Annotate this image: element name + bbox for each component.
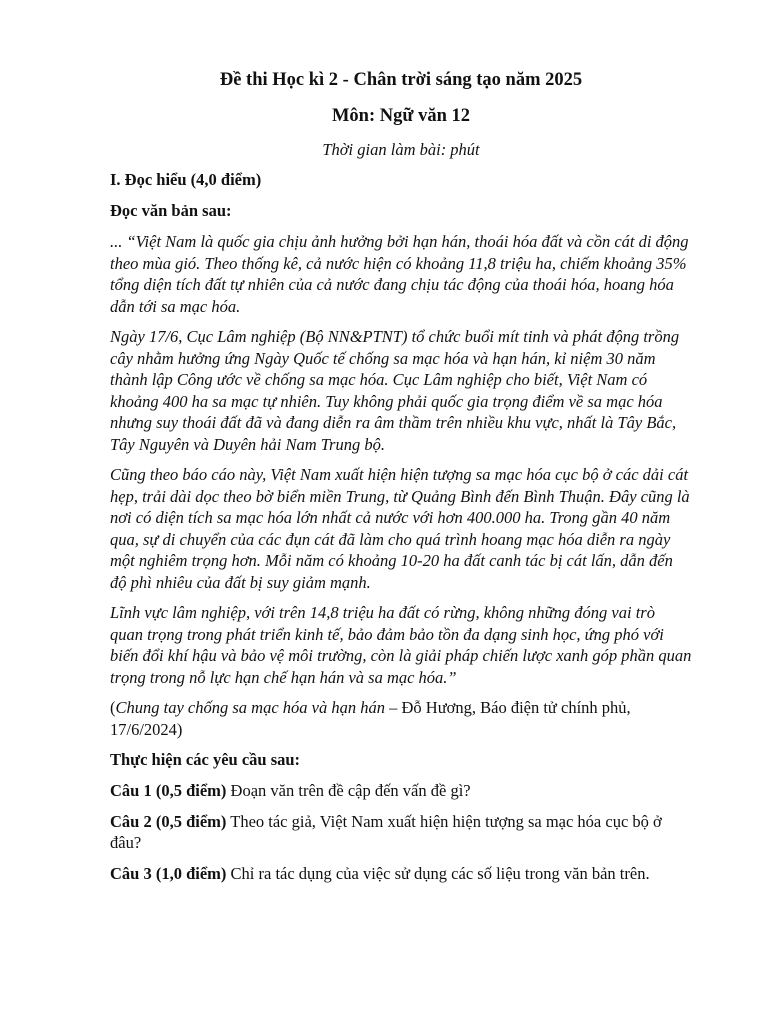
- source-citation: [110, 697, 692, 740]
- question-2-text: Theo tác giả, Việt Nam xuất hiện hiện tượng sa mạc hóa cục bộ ở đâu?: [110, 811, 662, 852]
- source-open-paren: (: [110, 698, 116, 717]
- section-heading: I. Đọc hiểu (4,0 điểm): [110, 170, 262, 189]
- question-2: [110, 811, 692, 854]
- question-3-label: Câu 3 (1,0 điểm): [110, 863, 227, 883]
- source-article-title: Chung tay chống sa mạc hóa và hạn hán: [115, 698, 385, 717]
- passage-paragraph-2: Ngày 17/6, Cục Lâm nghiệp (Bộ NN&PTNT) tổ chức buổi mít tinh và phát động trồng cây nhằm hưởng ứng Ngày Quốc tế chống sa mạc hóa và hạn hán, kỉ niệm 30 năm thành lập Công ước về chống sa mạc hóa. Cục Lâm nghiệp cho biết, Việt Nam có khoảng 400 ha sa mạc tự nhiên. Tuy không phải quốc gia trọng điểm về sa mạc hóa nhưng suy thoái đất đã và đang diễn ra âm thầm trên nhiều khu vực, nhất là Tây Bắc, Tây Nguyên và Duyên hải Nam Trung bộ.: [110, 327, 680, 454]
- question-3: [110, 863, 692, 885]
- question-2-label: Câu 2 (0,5 điểm): [110, 811, 227, 831]
- passage-paragraph-3: Cũng theo báo cáo này, Việt Nam xuất hiện hiện tượng sa mạc hóa cục bộ ở các dải cát hẹp, trải dài dọc theo bờ biển miền Trung, từ Quảng Bình đến Bình Thuận. Đây cũng là nơi có diện tích sa mạc hóa lớn nhất cả nước với hơn 400.000 ha. Trong gần 40 năm qua, sự di chuyển của các đụn cát đã làm cho quá trình hoang mạc hóa diễn ra ngày một nghiêm trọng hơn. Mỗi năm có khoảng 10-20 ha đất canh tác bị cát lấn, dẫn đến độ phì nhiêu của đất bị suy giảm mạnh.: [110, 465, 690, 592]
- subject-title: Môn: Ngữ văn 12: [331, 106, 471, 126]
- question-1: [110, 780, 692, 802]
- tasks-heading: Thực hiện các yêu cầu sau:: [110, 750, 301, 769]
- passage-paragraph-4: Lĩnh vực lâm nghiệp, với trên 14,8 triệu ha đất có rừng, không những đóng vai trò quan trọng trong phát triển kinh tế, bảo đảm bảo tồn đa dạng sinh học, ứng phó với biến đổi khí hậu và bảo vệ môi trường, còn là giải pháp chiến lược xanh góp phần quan trọng trong nỗ lực hạn chế hạn hán và sa mạc hóa.”: [110, 603, 692, 687]
- time-note: Thời gian làm bài: phút: [322, 140, 480, 159]
- question-1-label: Câu 1 (0,5 điểm): [110, 781, 227, 800]
- question-3-text: Chỉ ra tác dụng của việc sử dụng các số liệu trong văn bản trên.: [226, 863, 650, 883]
- source-author-date: – Đỗ Hương, Báo điện tử chính phủ, 17/6/2024): [110, 698, 631, 739]
- passage-paragraph-1: ... “Việt Nam là quốc gia chịu ảnh hưởng bởi hạn hán, thoái hóa đất và cồn cát di động theo mùa gió. Theo thống kê, cả nước hiện có khoảng 11,8 triệu ha, chiếm khoảng 35% tổng diện tích đất tự nhiên của cả nước đang chịu tác động của thoái hóa, hoang hóa dẫn tới sa mạc hóa.: [110, 232, 689, 316]
- read-instruction: Đọc văn bản sau:: [110, 201, 232, 220]
- question-1-text: Đoạn văn trên đề cập đến vấn đề gì?: [226, 781, 471, 800]
- document-title: Đề thi Học kì 2 - Chân trời sáng tạo năm 2025: [219, 70, 583, 90]
